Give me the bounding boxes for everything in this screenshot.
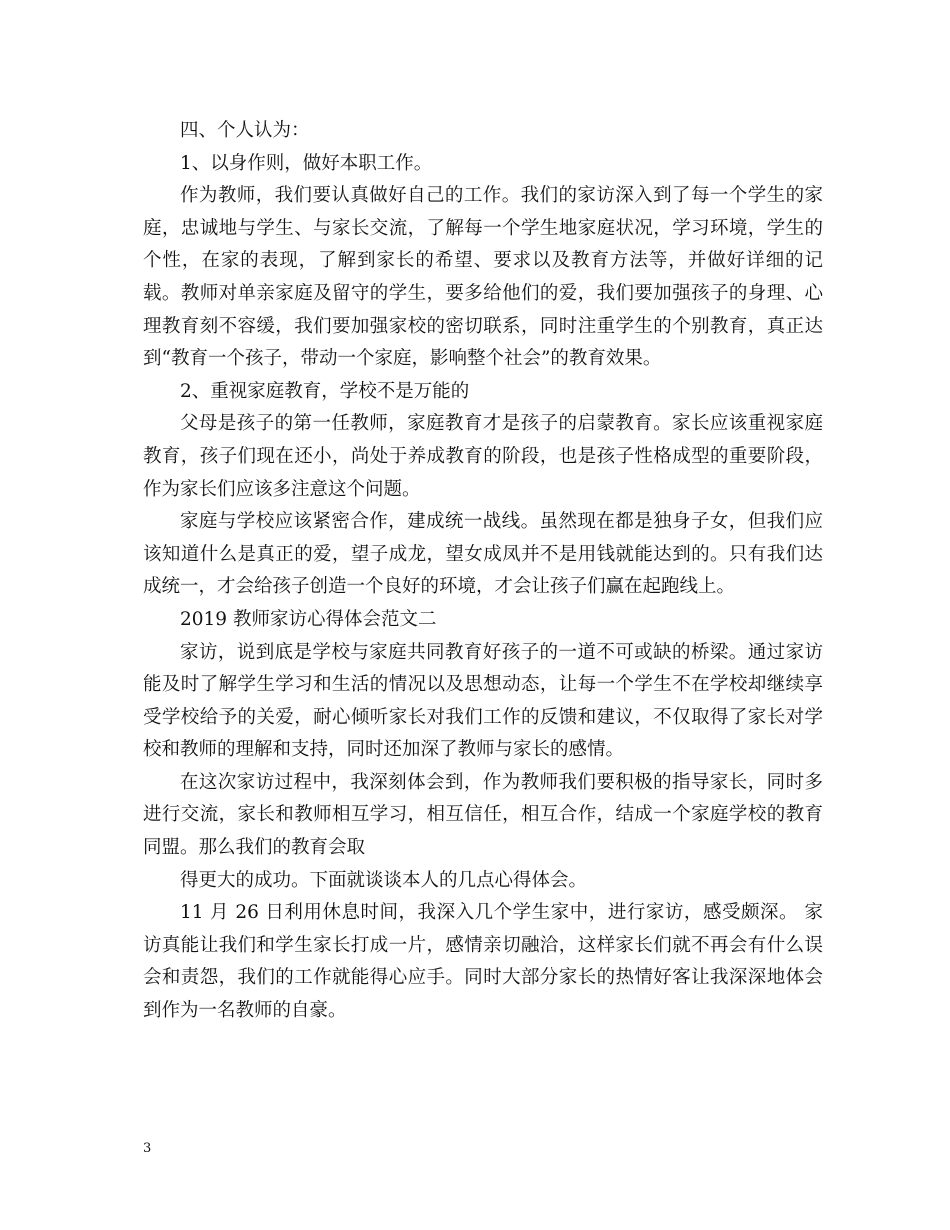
paragraph-body: 得更大的成功。下面就谈谈本人的几点心得体会。 xyxy=(180,869,588,891)
paragraph-section-title: 2019 教师家访心得体会范文二 xyxy=(180,608,437,630)
paragraph-point-two: 2、重视家庭教育，学校不是万能的 xyxy=(180,380,470,402)
paragraph-body: 家庭与学校应该紧密合作，建成统一战线。虽然现在都是独身子女，但我们应该知道什么是真正的爱，望子成龙，望女成凤并不是用钱就能达到的。只有我们达成统一，才会给孩子创造一个良好的环境，才会让孩子们赢在起跑线上。 xyxy=(143,511,823,598)
paragraph-point-one: 1、以身作则，做好本职工作。 xyxy=(180,152,433,174)
document-body xyxy=(143,115,823,1028)
paragraph-body: 家访，说到底是学校与家庭共同教育好孩子的一道不可或缺的桥梁。通过家访能及时了解学生学习和生活的情况以及思想动态，让每一个学生不在学校却继续享受学校给予的关爱，耐心倾听家长对我们工作的反馈和建议，不仅取得了家长对学校和教师的理解和支持，同时还加深了教师与家长的感情。 xyxy=(143,641,823,761)
paragraph-heading-four: 四、个人认为： xyxy=(180,120,310,141)
paragraph-body: 作为教师，我们要认真做好自己的工作。我们的家访深入到了每一个学生的家庭，忠诚地与学生、与家长交流，了解每一个学生地家庭状况，学习环境，学生的个性，在家的表现，了解到家长的希望、要求以及教育方法等，并做好详细的记载。教师对单亲家庭及留守的学生，要多给他们的爱，我们要加强孩子的身理、心理教育刻不容缓，我们要加强家校的密切联系，同时注重学生的个别教育，真正达到“教育一个孩子，带动一个家庭，影响整个社会”的教育效果。 xyxy=(143,185,823,370)
paragraph-body: 父母是孩子的第一任教师，家庭教育才是孩子的启蒙教育。家长应该重视家庭教育，孩子们现在还小，尚处于养成教育的阶段，也是孩子性格成型的重要阶段，作为家长们应该多注意这个问题。 xyxy=(143,413,823,500)
paragraph-body: 在这次家访过程中，我深刻体会到，作为教师我们要积极的指导家长，同时多进行交流，家长和教师相互学习，相互信任，相互合作，结成一个家庭学校的教育同盟。那么我们的教育会取 xyxy=(143,771,823,859)
paragraph-body: 11 月 26 日利用休息时间，我深入几个学生家中，进行家访，感受颇深。 家访真能让我们和学生家长打成一片，感情亲切融洽，这样家长们就不再会有什么误会和责怨，我们的工作就能得心应手。同时大部分家长的热情好客让我深深地体会到作为一名教师的自豪。 xyxy=(143,902,823,1022)
page-number: 3 xyxy=(143,1141,152,1156)
